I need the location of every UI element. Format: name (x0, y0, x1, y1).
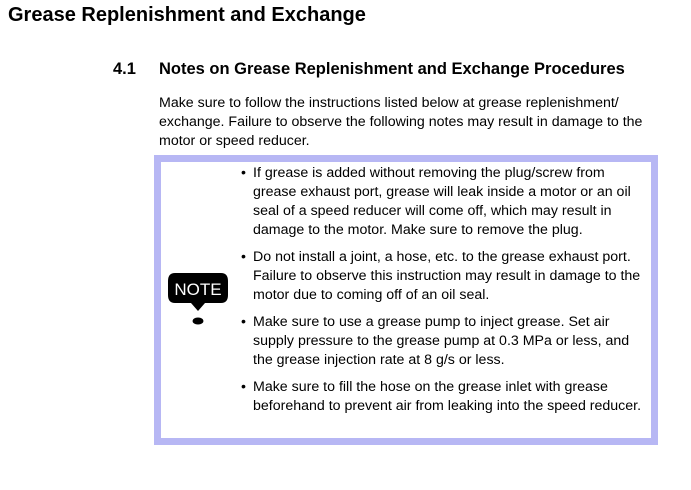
note-item-text: Do not install a joint, a hose, etc. to the grease exhaust port. Failure to observe this instruction may result in damage to the motor due to coming off of an oil seal. (253, 249, 641, 303)
bullet-icon: • (241, 379, 246, 395)
note-item (241, 378, 651, 416)
section-number: 4.1 (113, 60, 136, 78)
intro-paragraph: Make sure to follow the instructions listed below at grease replenishment/ exchange. Failure to observe the following notes may result in damage to the motor or speed reducer. (159, 95, 643, 149)
note-item-text: If grease is added without removing the plug/screw from grease exhaust port, grease will leak inside a motor or an oil seal of a speed reducer will come off, which may result in damage to the motor. Make sure to remove the plug. (253, 165, 631, 238)
note-icon (167, 271, 229, 329)
note-item (241, 164, 651, 240)
note-item (241, 313, 651, 370)
page-heading: Grease Replenishment and Exchange (8, 4, 366, 26)
note-icon-label: NOTE (174, 280, 222, 299)
note-item (241, 248, 651, 305)
bullet-icon: • (241, 314, 246, 330)
note-item-text: Make sure to use a grease pump to inject grease. Set air supply pressure to the grease pump at 0.3 MPa or less, and the grease injection rate at 8 g/s or less. (253, 314, 630, 368)
bullet-icon: • (241, 249, 246, 265)
note-list (241, 164, 651, 424)
section-title: Notes on Grease Replenishment and Exchange Procedures (159, 60, 625, 78)
note-item-text: Make sure to fill the hose on the grease inlet with grease beforehand to prevent air from leaking into the speed reducer. (253, 379, 642, 414)
bullet-icon: • (241, 165, 246, 181)
